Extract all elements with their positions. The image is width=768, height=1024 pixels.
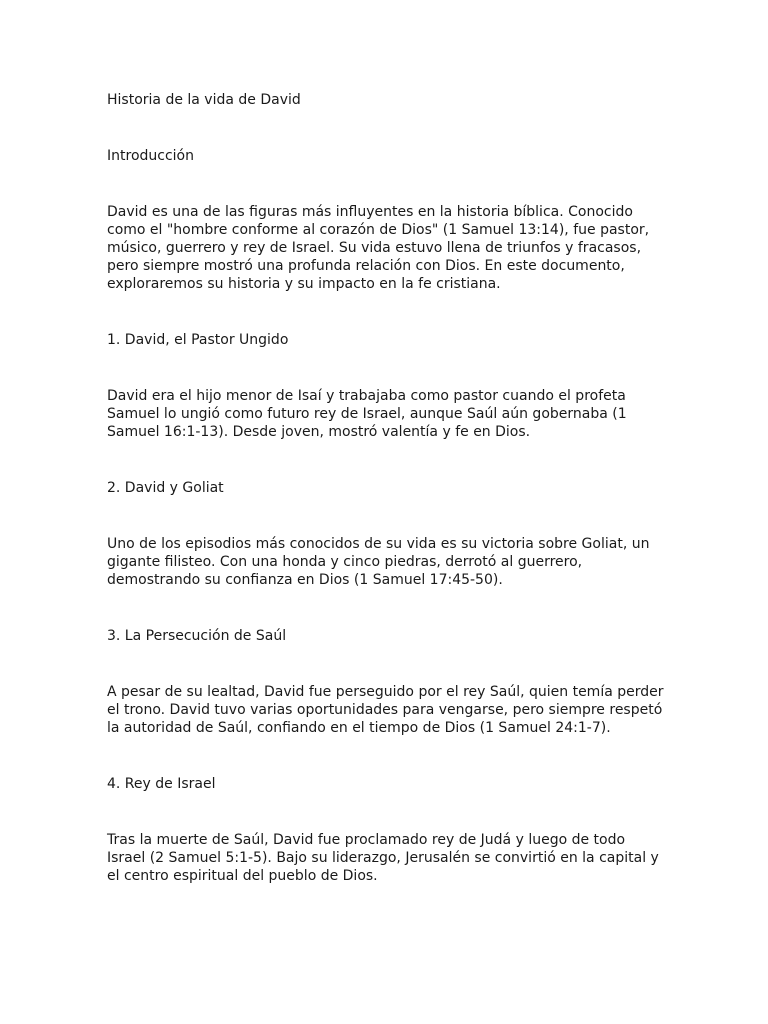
document-page — [107, 91, 667, 885]
section-body-introduccion: David es una de las figuras más influyentes en la historia bíblica. Conocido como el "hombre conforme al corazón de Dios" (1 Samuel 13:14), fue pastor, músico, guerrero y rey de Israel. Su vida estuvo llena de triunfos y fracasos, pero siempre mostró una profunda relación con Dios. En este documento, exploraremos su historia y su impacto en la fe cristiana. — [107, 204, 650, 292]
section-body-david-goliat: Uno de los episodios más conocidos de su vida es su victoria sobre Goliat, un gigante filisteo. Con una honda y cinco piedras, derrotó al guerrero, demostrando su confianza en Dios (1 Samuel 17:45-50). — [107, 536, 650, 588]
section-body-persecucion-saul: A pesar de su lealtad, David fue perseguido por el rey Saúl, quien temía perder el trono. David tuvo varias oportunidades para vengarse, pero siempre respetó la autoridad de Saúl, confiando en el tiempo de Dios (1 Samuel 24:1-7). — [107, 684, 664, 736]
section-heading-rey-israel: 4. Rey de Israel — [107, 776, 216, 792]
section-heading-pastor-ungido: 1. David, el Pastor Ungido — [107, 332, 289, 348]
section-heading-persecucion-saul: 3. La Persecución de Saúl — [107, 628, 287, 644]
section-body-rey-israel: Tras la muerte de Saúl, David fue proclamado rey de Judá y luego de todo Israel (2 Samuel 5:1-5). Bajo su liderazgo, Jerusalén se convirtió en la capital y el centro espiritual del pueblo de Dios. — [107, 832, 659, 884]
document-title: Historia de la vida de David — [107, 92, 301, 108]
section-body-pastor-ungido: David era el hijo menor de Isaí y trabajaba como pastor cuando el profeta Samuel lo ungió como futuro rey de Israel, aunque Saúl aún gobernaba (1 Samuel 16:1-13). Desde joven, mostró valentía y fe en Dios. — [107, 388, 627, 440]
section-heading-david-goliat: 2. David y Goliat — [107, 480, 224, 496]
section-heading-introduccion: Introducción — [107, 148, 194, 164]
